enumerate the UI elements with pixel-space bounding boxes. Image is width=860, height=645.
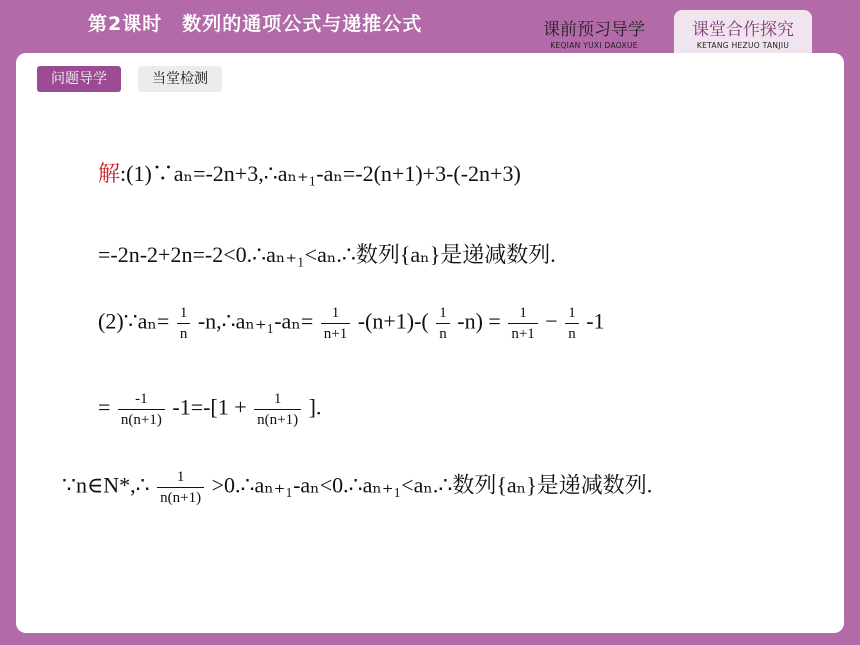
fraction <box>508 303 537 344</box>
solution-line-5 <box>62 467 652 508</box>
fraction-numerator: 1 <box>508 303 537 324</box>
nav-tab-preview-sublabel: KEQIAN YUXI DAOXUE <box>550 41 638 50</box>
fraction-numerator: 1 <box>157 467 204 488</box>
nav-tab-cooperation[interactable] <box>674 10 812 54</box>
fraction-numerator: 1 <box>254 389 301 410</box>
solution-line-2 <box>98 238 556 269</box>
fraction-denominator: n+1 <box>323 326 348 342</box>
fraction <box>157 467 204 508</box>
l4-part-c: ]. <box>308 394 322 420</box>
header-bar <box>0 0 860 54</box>
fraction-numerator: 1 <box>565 303 579 324</box>
solution-line-4 <box>98 389 321 430</box>
nav-tab-preview[interactable] <box>532 10 656 54</box>
solution-label: 解 <box>98 161 121 186</box>
solution-line-1-text: :(1)∵aₙ=-2n+3,∴aₙ₊₁-aₙ=-2(n+1)+3-(-2n+3) <box>120 161 521 186</box>
fraction <box>254 389 301 430</box>
fraction-denominator: n+1 <box>511 326 535 342</box>
fraction-denominator: n <box>568 326 576 342</box>
l5-part-b: >0.∴aₙ₊₁-aₙ<0.∴aₙ₊₁<aₙ.∴数列{aₙ}是递减数列. <box>211 472 653 498</box>
fraction <box>118 389 165 430</box>
l3-part-d: -n) = <box>457 308 501 334</box>
page-title: 第2课时 数列的通项公式与递推公式 <box>88 13 423 35</box>
fraction-denominator: n(n+1) <box>160 490 202 506</box>
l5-part-a: ∵n∈N*,∴ <box>62 472 150 498</box>
l3-part-c: -(n+1)-( <box>357 308 429 334</box>
solution-line-1 <box>98 157 521 188</box>
fraction-numerator: 1 <box>321 303 350 324</box>
solution-line-2-text: =-2n-2+2n=-2<0.∴aₙ₊₁<aₙ.∴数列{aₙ}是递减数列. <box>98 242 556 267</box>
fraction <box>565 303 579 344</box>
nav-tab-cooperation-sublabel: KETANG HEZUO TANJIU <box>696 41 790 50</box>
fraction <box>321 303 350 344</box>
tab-class-check[interactable]: 当堂检测 <box>138 66 222 92</box>
fraction-denominator: n <box>439 326 447 342</box>
l4-part-a: = <box>98 394 111 420</box>
l3-part-a: (2)∵aₙ= <box>98 308 170 334</box>
content-card <box>16 53 844 633</box>
fraction-numerator: 1 <box>436 303 450 324</box>
fraction-denominator: n(n+1) <box>120 412 162 428</box>
fraction <box>436 303 450 344</box>
l3-part-e: − <box>545 308 558 334</box>
fraction-numerator: 1 <box>177 303 191 324</box>
solution-line-3 <box>98 303 605 344</box>
tab-problem-guide[interactable]: 问题导学 <box>37 66 121 92</box>
l3-part-b: -n,∴aₙ₊₁-aₙ= <box>197 308 314 334</box>
nav-tab-cooperation-label: 课堂合作探究 <box>692 20 794 40</box>
fraction <box>177 303 191 344</box>
nav-tab-preview-label: 课前预习导学 <box>543 20 645 40</box>
l3-part-f: -1 <box>586 308 605 334</box>
fraction-numerator: -1 <box>118 389 165 410</box>
l4-part-b: -1=-[1 + <box>172 394 247 420</box>
fraction-denominator: n(n+1) <box>257 412 299 428</box>
fraction-denominator: n <box>179 326 188 342</box>
